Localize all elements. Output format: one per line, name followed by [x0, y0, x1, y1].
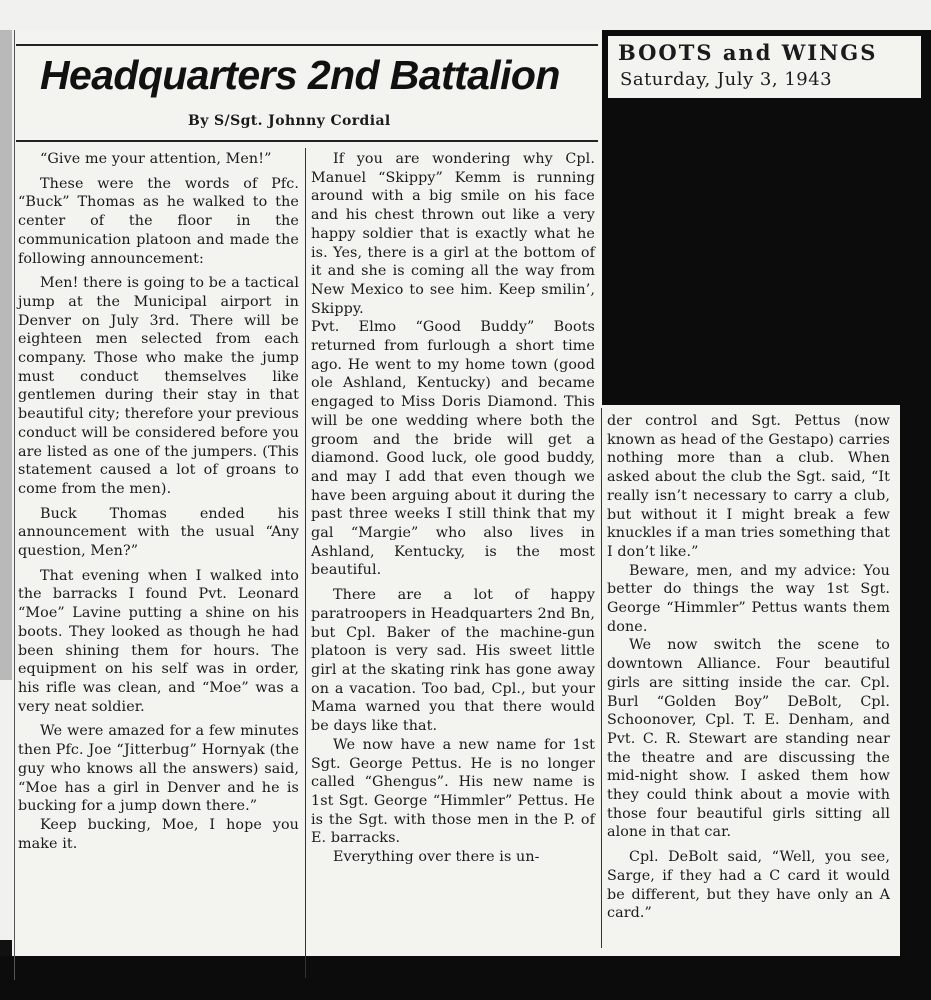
paragraph: Buck Thomas ended his announcement with the usual “Any question, Men?”: [18, 505, 299, 560]
scan-left-margin-lower: [0, 680, 12, 940]
publication-date: Saturday, July 3, 1943: [620, 69, 833, 90]
paragraph: If you are wondering why Cpl. Manuel “Skippy” Kemm is running around with a big smile on his face and his chest thrown out like a very happy soldier that is exactly what he is. Yes, there is a girl at the bottom of it and she is coming all the way from New Mexico to see him. Keep smilin’, Skippy.: [311, 151, 595, 317]
left-border-rule: [14, 30, 15, 980]
paragraph: Cpl. DeBolt said, “Well, you see, Sarge, if they had a C card it would be different, but they have only an A card.”: [607, 849, 890, 922]
masthead: [608, 36, 921, 98]
paragraph: Everything over there is un-: [333, 849, 540, 866]
column-divider-2: [601, 408, 602, 948]
paragraph: These were the words of Pfc. “Buck” Thomas as he walked to the center of the floor in the communication platoon and made the following announcement:: [18, 175, 299, 267]
paragraph: We now have a new name for 1st Sgt. George Pettus. He is no longer called “Ghengus”. His new name is 1st Sgt. George “Himmler” Pettus. He is the Sgt. with those men in the P. of E. barracks.: [311, 736, 595, 847]
article-byline: By S/Sgt. Johnny Cordial: [188, 113, 391, 129]
paragraph: That evening when I walked into the barracks I found Pvt. Leonard “Moe” Lavine putting a shine on his boots. They looked as though he had been shining them for hours. The equipment on his self was in order, his rifle was clean, and “Moe” was a very neat soldier.: [18, 567, 299, 715]
paragraph: Pvt. Elmo “Good Buddy” Boots returned from furlough a short time ago. He went to my home town (good ole Ashland, Kentucky) and became engaged to Miss Doris Diamond. This will be one wedding where both the groom and the bride will get a diamond. Good luck, ole good buddy, and may I add that even though we have been arguing about it during the past three weeks I still think that my gal “Margie” who also lives in Ashland, Kentucky, is the most beautiful.: [311, 319, 595, 579]
article-column-1: [18, 150, 299, 853]
paragraph: Men! there is going to be a tactical jump at the Municipal airport in Denver on July 3rd. There will be eighteen men selected from each company. Those who make the jump must conduct themselves like gentlemen during their stay in that beautiful city; therefore your previous conduct will be considered before you are listed as one of the jumpers. (This statement caused a lot of groans to come from the men).: [18, 275, 299, 497]
scan-top-margin: [0, 0, 931, 30]
black-border-right: [900, 405, 931, 1000]
article-headline: Headquarters 2nd Battalion: [40, 52, 560, 98]
black-border-bottom-left: [0, 982, 310, 1000]
paragraph: We were amazed for a few minutes then Pfc. Joe “Jitterbug” Hornyak (the guy who knows all the answers) said, “Moe has a girl in Denver and he is bucking for a jump down there.”: [18, 723, 299, 815]
paragraph: Beware, men, and my advice: You better do things the way 1st Sgt. George “Himmler” Pettus wants them done.: [607, 562, 890, 635]
article-column-2: [311, 150, 595, 867]
paragraph: der control and Sgt. Pettus (now known as head of the Gestapo) carries nothing more than a club. When asked about the club the Sgt. said, “It really isn’t necessary to carry a club, but without it I might break a few knuckles if a man tries something that I don’t like.”: [607, 413, 890, 560]
headline-rule-bottom: [16, 140, 598, 142]
article-column-3: [607, 412, 890, 923]
publication-name: BOOTS and WINGS: [618, 40, 878, 65]
paragraph: “Give me your attention, Men!”: [40, 151, 272, 167]
paragraph: There are a lot of happy paratroopers in Headquarters 2nd Bn, but Cpl. Baker of the machine-gun platoon is very sad. His sweet little girl at the skating rink has gone away on a vacation. Too bad, Cpl., but your Mama warned you that there would be days like that.: [311, 587, 595, 735]
paragraph: We now switch the scene to downtown Alliance. Four beautiful girls are sitting inside the car. Cpl. Burl “Golden Boy” DeBolt, Cpl. Schoonover, Cpl. T. E. Denham, and Pvt. C. R. Stewart are standing near the theatre and are discussing the mid-night show. I asked them how they could think about a movie with those four beautiful girls sitting all alone in that car.: [607, 637, 890, 841]
headline-rule-top: [16, 44, 598, 46]
scan-left-margin: [0, 30, 12, 680]
column-divider-1: [305, 148, 306, 978]
paragraph: Keep bucking, Moe, I hope you make it.: [18, 816, 299, 852]
